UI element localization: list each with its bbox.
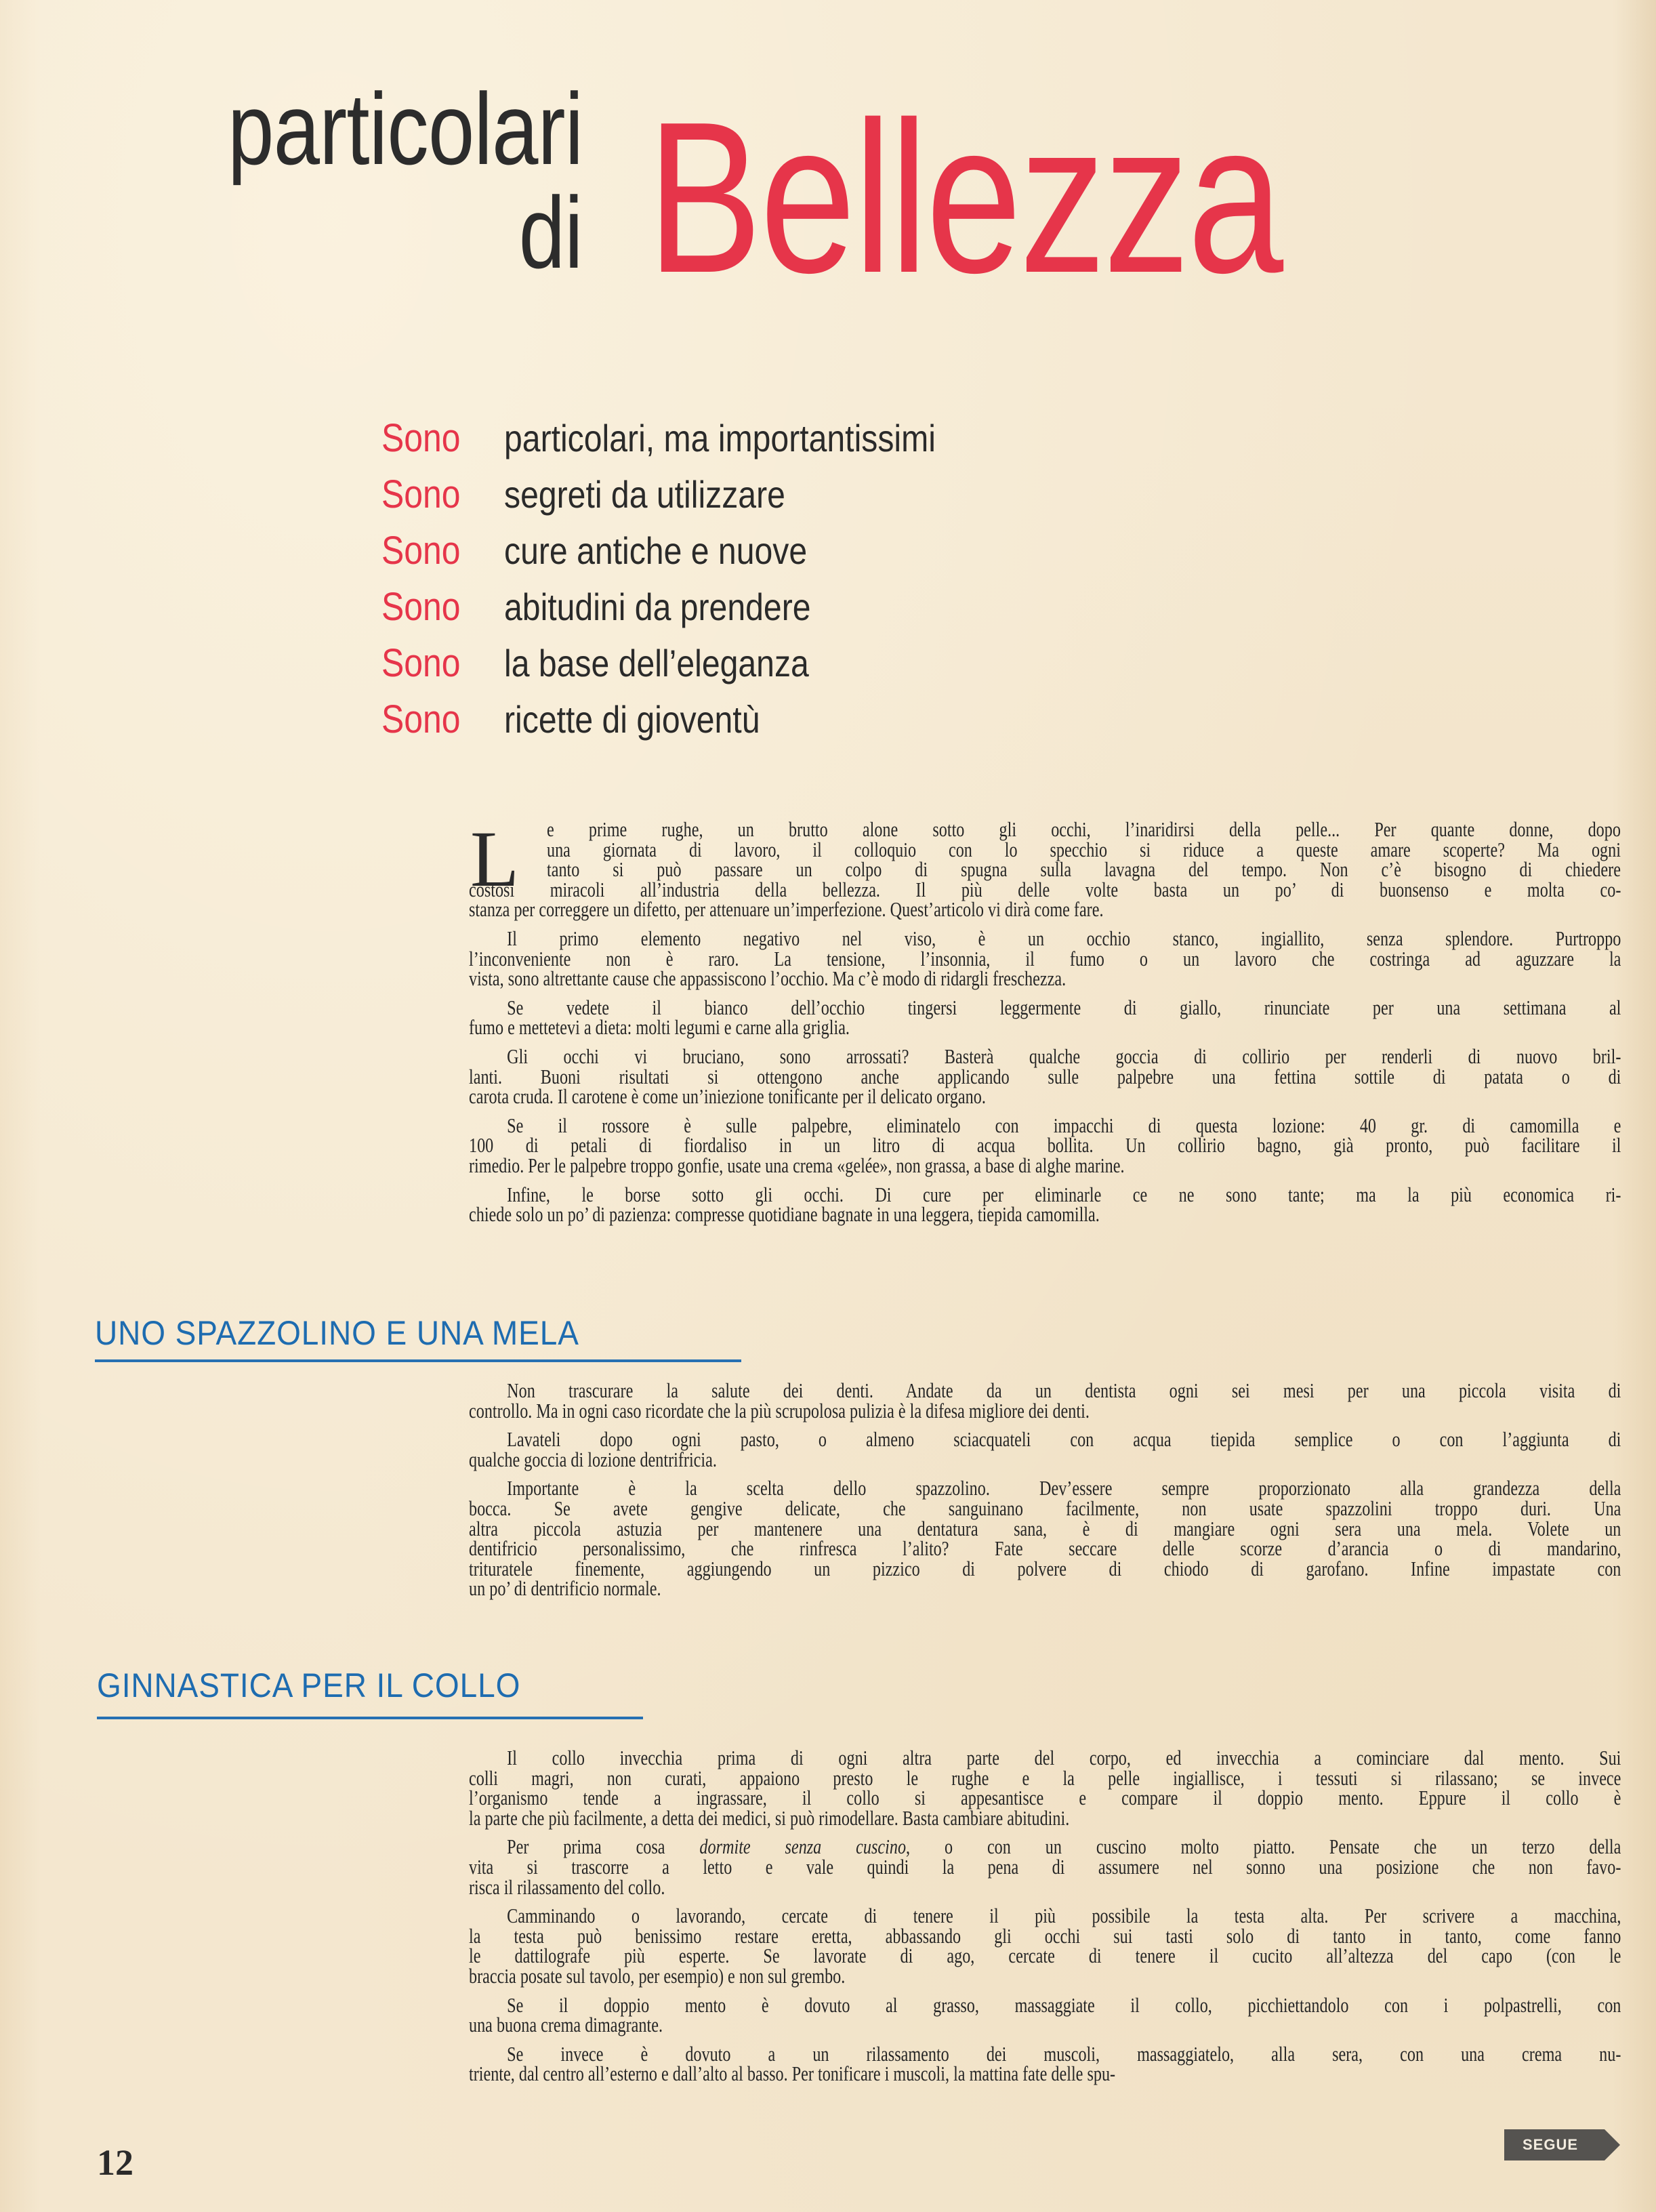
tagline-text: segreti da utilizzare [504, 473, 785, 516]
text-line: costosi miracoli all’industria della bellezza. Il più delle volte basta un po’ di buonsenso e molta co- [469, 877, 1621, 901]
page-number: 12 [97, 2142, 133, 2183]
tagline-lead: Sono [381, 585, 461, 629]
paragraph [469, 2041, 1621, 2086]
text-line: Per prima cosa dormite senza cuscino, o con un cuscino molto piatto. Pensate che un terzo della [507, 1835, 1621, 1859]
text-line: un po’ di dentrificio normale. [469, 1576, 661, 1601]
text-line: braccia posate sul tavolo, per esempio) e non sul grembo. [469, 1963, 846, 1988]
text-line: risca il rilassamento del collo. [469, 1875, 665, 1899]
continue-label: SEGUE [1522, 2136, 1579, 2153]
paragraph [469, 1992, 1621, 2037]
section-heading-spazzolino: UNO SPAZZOLINO E UNA MELA [95, 1314, 579, 1352]
text-line: controllo. Ma in ogni caso ricordate che la più scrupolosa pulizia è la difesa migliore dei denti. [469, 1398, 1090, 1422]
text-line: dentifricio personalissimo, che rinfresca l’alito? Fate seccare delle scorze d’arancia o di mandarino, [469, 1536, 1621, 1561]
text-line: Camminando o lavorando, cercate di tenere il più possibile la testa alta. Per scrivere a macchina, [507, 1904, 1621, 1928]
tagline-lead: Sono [381, 472, 461, 516]
text-line: bocca. Se avete gengive delicate, che sanguinano facilmente, non usate spazzolini troppo duri. Una [469, 1496, 1621, 1520]
italic-emphasis: dormite senza cuscino [699, 1835, 907, 1859]
tagline-text: particolari, ma importantissimi [504, 417, 936, 459]
text-line: carota cruda. Il carotene è come un’iniezione tonificante per il delicato organo. [469, 1084, 986, 1109]
paragraph [469, 1478, 1621, 1599]
tagline-lead: Sono [381, 641, 461, 685]
paragraph [469, 995, 1621, 1040]
paragraph [469, 815, 1621, 922]
paragraph [469, 1182, 1621, 1227]
text-line: trituratele finemente, aggiungendo un pizzico di polvere di chiodo di garofano. Infine impastate con [469, 1556, 1621, 1580]
section-text-spazzolino [469, 1380, 1621, 1599]
title-particolari: particolari [227, 72, 583, 186]
tagline-text: cure antiche e nuove [504, 529, 808, 572]
paragraph [469, 1429, 1621, 1469]
paragraph [469, 1380, 1621, 1420]
tagline-text: ricette di gioventù [504, 698, 760, 741]
text-line: una giornata di lavoro, il colloquio con lo specchio si riduce a queste amare scoperte? Ma ogni [547, 837, 1621, 861]
tagline-text: abitudini da prendere [504, 586, 811, 628]
paragraph [469, 928, 1621, 989]
text-line: la parte che più facilmente, a detta dei medici, si può rimodellare. Basta cambiare abitudini. [469, 1805, 1070, 1830]
paragraph [469, 1115, 1621, 1176]
heading-underline [95, 1359, 741, 1362]
text-line: chiede solo un po’ di pazienza: compresse quotidiane bagnate in una leggera, tiepida camomilla. [469, 1202, 1100, 1227]
text-line: una buona crema dimagrante. [469, 2013, 663, 2037]
text-line: la testa può benissimo restare eretta, abbassando gli occhi sui tasti solo di tanto in tanto, come fanno [469, 1923, 1621, 1948]
title-bellezza: Bellezza [647, 77, 1281, 318]
text-line: Se il rossore è sulle palpebre, eliminatelo con impacchi di questa lozione: 40 gr. di camomilla e [507, 1113, 1621, 1137]
intro-text [469, 815, 1621, 1227]
text-line: vista, sono altrettante cause che appassiscono l’occhio. Ma c’è modo di ridargli freschezza. [469, 966, 1067, 991]
text-line: triente, dal centro all’esterno e dall’alto al basso. Per tonificare i muscoli, la mattina fate delle spu- [469, 2062, 1116, 2086]
text-line: fumo e mettetevi a dieta: molti legumi e carne alla griglia. [469, 1015, 850, 1040]
text-line: Infine, le borse sotto gli occhi. Di cure per eliminarle ce ne sono tante; ma la più economica ri- [507, 1182, 1621, 1206]
text-line: vita si trascorre a letto e vale quindi la pena di assumere nel sonno una posizione che non favo- [469, 1854, 1621, 1879]
tagline-lead: Sono [381, 529, 461, 573]
text-line: Lavateli dopo ogni pasto, o almeno sciacquateli con acqua tiepida semplice o con l’aggiunta di [507, 1427, 1621, 1452]
section-text-collo [469, 1748, 1621, 2084]
tagline-text: la base dell’eleganza [504, 642, 809, 684]
heading-underline [97, 1717, 643, 1719]
text-line: altra piccola astuzia per mantenere una dentatura sana, è di mangiare ogni sera una mela. Volete un [469, 1516, 1621, 1540]
text-line: Non trascurare la salute dei denti. Andate da un dentista ogni sei mesi per una piccola visita di [507, 1378, 1621, 1402]
paragraph [469, 1748, 1621, 1828]
drop-cap: L [470, 815, 520, 903]
text-line: Gli occhi vi bruciano, sono arrossati? Basterà qualche goccia di collirio per renderli di nuovo bril- [507, 1044, 1621, 1068]
text-line: Il collo invecchia prima di ogni altra parte del corpo, ed invecchia a cominciare dal mento. Sui [507, 1746, 1621, 1769]
text-line: lanti. Buoni risultati si ottengono anche applicando sulle palpebre una fettina sottile di patata o di [469, 1064, 1621, 1088]
paragraph [469, 1046, 1621, 1107]
tagline-lead: Sono [381, 697, 461, 741]
section-heading-collo: GINNASTICA PER IL COLLO [97, 1666, 521, 1704]
text-line: rimedio. Per le palpebre troppo gonfie, usate una crema «gelée», non grassa, a base di alghe marine. [469, 1153, 1125, 1177]
text-line: Se invece è dovuto a un rilassamento dei muscoli, massaggiatelo, alla sera, con una crema nu- [507, 2041, 1621, 2066]
paragraph [469, 1837, 1621, 1897]
text-line: tanto si può passare un colpo di spugna sulla lavagna del tempo. Non c’è bisogno di chiedere [547, 857, 1621, 882]
paragraph [469, 1906, 1621, 1986]
text-line: Importante è la scelta dello spazzolino. Dev’essere sempre proporzionato alla grandezza della [507, 1476, 1621, 1500]
text-line: e prime rughe, un brutto alone sotto gli occhi, l’inaridirsi della pelle... Per quante donne, dopo [547, 817, 1621, 841]
tagline-lead: Sono [381, 416, 461, 460]
text-line: Se il doppio mento è dovuto al grasso, massaggiate il collo, picchiettandolo con i polpastrelli, con [507, 1992, 1621, 2017]
text-line: Il primo elemento negativo nel viso, è un occhio stanco, ingiallito, senza splendore. Purtroppo [507, 926, 1621, 950]
text-line: l’organismo tende a ingrassare, il collo si appesantisce e compare il doppio mento. Eppure il collo è [469, 1786, 1621, 1810]
text-line: colli magri, non curati, appaiono presto le rughe e la pelle ingiallisce, i tessuti si rilassano; se invece [469, 1765, 1621, 1790]
title-di: di [518, 176, 583, 289]
text-line: 100 di petali di fiordaliso in un litro di acqua bollita. Un collirio bagno, già pronto, può facilitare il [469, 1133, 1621, 1158]
text-line: qualche goccia di lozione dentrifricia. [469, 1447, 717, 1471]
text-line: l’inconveniente non è raro. La tensione, l’insonnia, il fumo o un lavoro che costringa ad aguzzare la [469, 946, 1621, 970]
text-line: Se vedete il bianco dell’occhio tingersi leggermente di giallo, rinunciate per una settimana al [507, 995, 1621, 1019]
text-line: le dattilografe più esperte. Se lavorate di ago, cercate di tenere il cucito all’altezza del capo (con le [469, 1944, 1621, 1968]
text-line: stanza per correggere un difetto, per attenuare un’imperfezione. Quest’articolo vi dirà come fare. [469, 897, 1104, 922]
continue-badge[interactable] [1503, 2128, 1621, 2162]
